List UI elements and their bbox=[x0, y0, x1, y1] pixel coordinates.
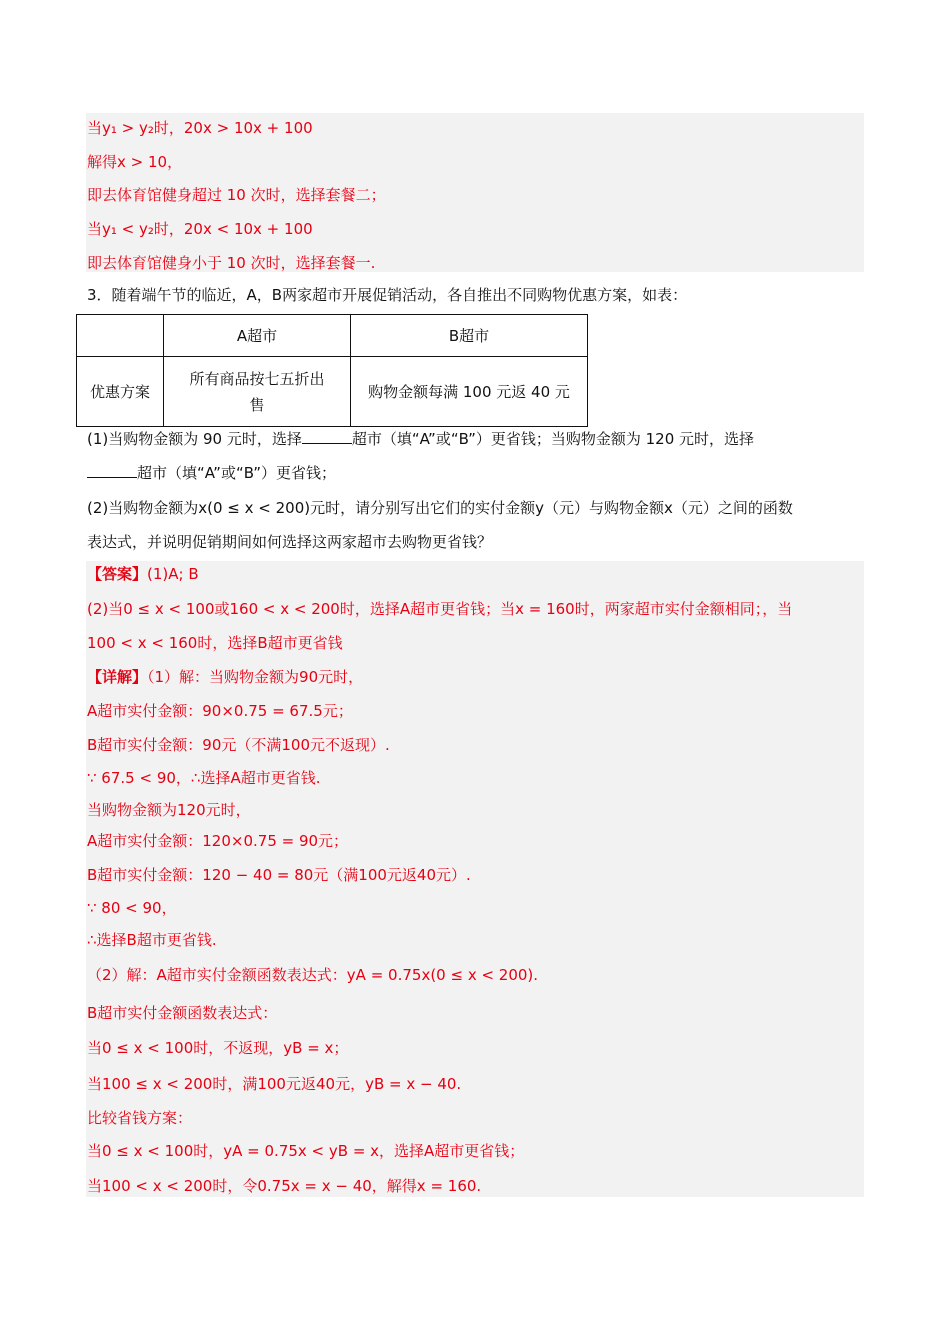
detail-line: （2）解：A超市实付金额函数表达式：yA = 0.75x(0 ≤ x < 200). bbox=[87, 966, 539, 984]
detail-line: A超市实付金额：90×0.75 = 67.5元； bbox=[87, 702, 353, 720]
detail-text: （1）解：当购物金额为90元时， bbox=[147, 668, 364, 686]
detail-line: ∵ 80 < 90， bbox=[87, 899, 177, 917]
question-1 bbox=[87, 428, 754, 450]
table-cell-a-line2: 售 bbox=[249, 395, 265, 414]
answer-tag: 【答案】 bbox=[87, 565, 148, 583]
detail-line: ∵ 67.5 < 90，∴选择A超市更省钱. bbox=[87, 769, 321, 787]
question-2-cont: 表达式，并说明促销期间如何选择这两家超市去购物更省钱？ bbox=[87, 533, 493, 551]
detail-line: B超市实付金额：120 − 40 = 80元（满100元返40元）. bbox=[87, 866, 471, 884]
table-header-empty bbox=[77, 315, 164, 357]
discount-table bbox=[76, 314, 588, 427]
q1-text-c: 超市（填“A”或“B”）更省钱； bbox=[137, 464, 336, 482]
question-1-cont bbox=[87, 462, 336, 484]
question-intro: 3．随着端午节的临近，A，B两家超市开展促销活动，各自推出不同购物优惠方案，如表： bbox=[87, 286, 688, 304]
detail-line: ∴选择B超市更省钱. bbox=[87, 931, 217, 949]
table-row-label: 优惠方案 bbox=[77, 357, 164, 427]
detail-line: 当100 ≤ x < 200时，满100元返40元，yB = x − 40. bbox=[87, 1075, 462, 1093]
solution-line: 当y₁ > y₂时，20x > 10x + 100 bbox=[87, 119, 313, 137]
detail-tag: 【详解】 bbox=[87, 668, 148, 686]
detail-line: 当购物金额为120元时， bbox=[87, 801, 251, 819]
answer-2-cont: 100 < x < 160时，选择B超市更省钱 bbox=[87, 634, 343, 652]
detail-line: 当0 ≤ x < 100时，不返现，yB = x； bbox=[87, 1039, 349, 1057]
detail-line bbox=[87, 666, 363, 688]
solution-line: 解得x > 10， bbox=[87, 153, 183, 171]
question-2: (2)当购物金额为x(0 ≤ x < 200)元时，请分别写出它们的实付金额y（元）与购物金额x（元）之间的函数 bbox=[87, 499, 793, 517]
answer-blank-2 bbox=[87, 463, 137, 478]
answer-1: (1)A; B bbox=[147, 565, 199, 583]
answer-blank-1 bbox=[302, 429, 352, 444]
detail-line: 比较省钱方案： bbox=[87, 1109, 193, 1127]
answer-line-1 bbox=[87, 563, 199, 585]
detail-line: 当0 ≤ x < 100时，yA = 0.75x < yB = x，选择A超市更省钱； bbox=[87, 1142, 525, 1160]
answer-2: (2)当0 ≤ x < 100或160 < x < 200时，选择A超市更省钱；当x = 160时，两家超市实付金额相同；，当 bbox=[87, 600, 793, 618]
q1-text-a: (1)当购物金额为 90 元时，选择 bbox=[87, 430, 302, 448]
solution-line: 即去体育馆健身超过 10 次时，选择套餐二； bbox=[87, 186, 386, 204]
solution-line: 当y₁ < y₂时，20x < 10x + 100 bbox=[87, 220, 313, 238]
table-header-b: B超市 bbox=[351, 315, 588, 357]
table-cell-b: 购物金额每满 100 元返 40 元 bbox=[351, 357, 588, 427]
detail-line: 当100 < x < 200时，令0.75x = x − 40，解得x = 160. bbox=[87, 1177, 482, 1195]
solution-line: 即去体育馆健身小于 10 次时，选择套餐一. bbox=[87, 254, 376, 272]
detail-line: A超市实付金额：120×0.75 = 90元； bbox=[87, 832, 349, 850]
table-cell-a-line1: 所有商品按七五折出 bbox=[189, 369, 325, 388]
q1-text-b: 超市（填“A”或“B”）更省钱；当购物金额为 120 元时，选择 bbox=[351, 430, 755, 448]
detail-line: B超市实付金额函数表达式： bbox=[87, 1004, 278, 1022]
detail-line: B超市实付金额：90元（不满100元不返现）. bbox=[87, 736, 390, 754]
table-cell-a bbox=[164, 357, 351, 427]
table-header-a: A超市 bbox=[164, 315, 351, 357]
